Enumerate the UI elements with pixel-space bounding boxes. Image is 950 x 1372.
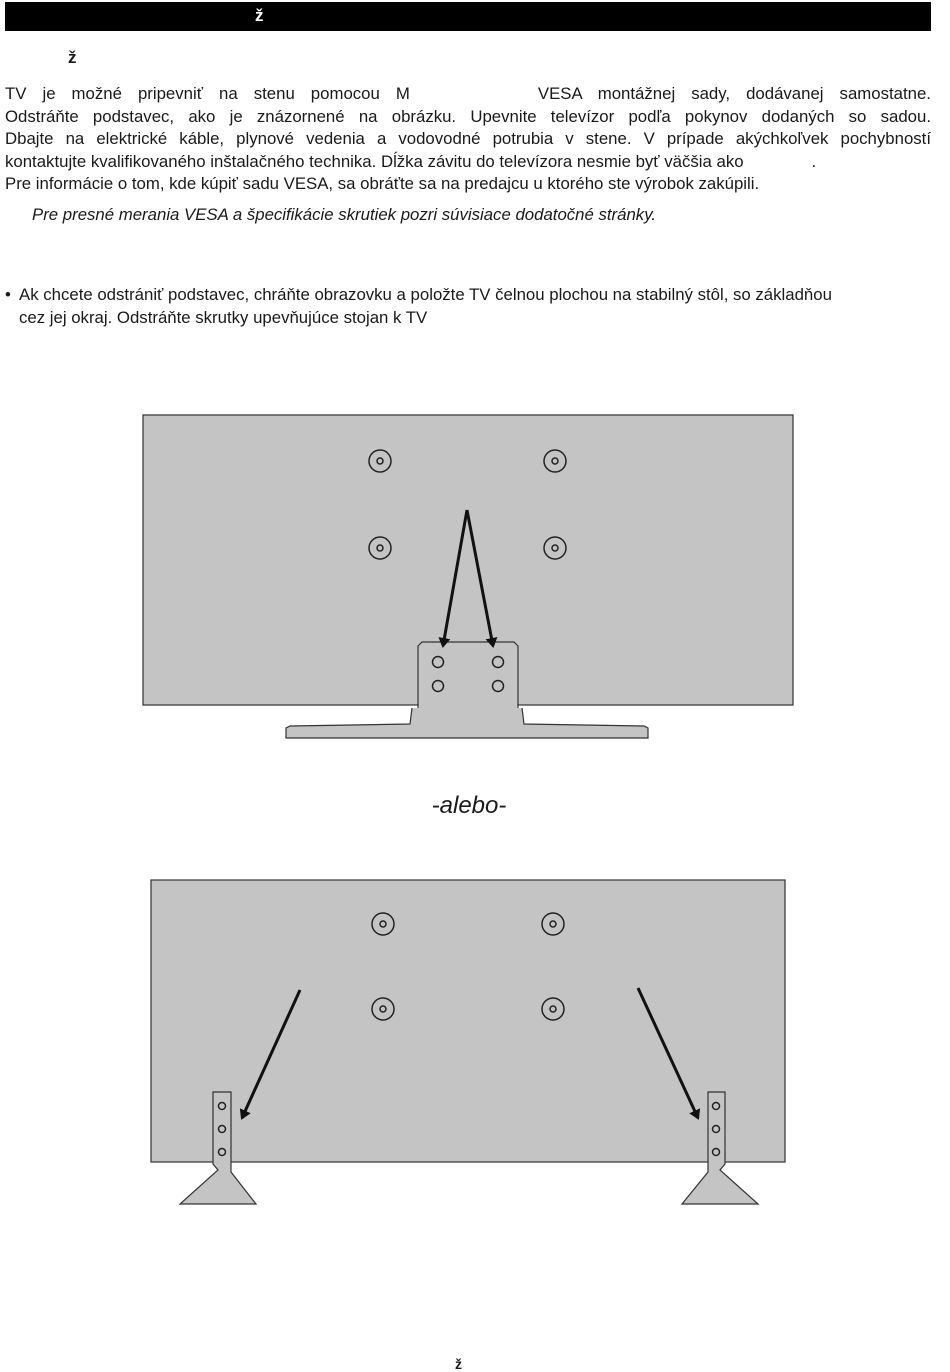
footer-char: ž: [455, 1356, 462, 1372]
pedestal-base: [286, 708, 648, 738]
intro-line-2: Odstráňte podstavec, ako je znázornené na obrázku. Upevnite televízor podľa pokynov dodaných so sadou.: [5, 106, 931, 126]
intro-line-3: Dbajte na elektrické káble, plynové vedenia a vodovodné potrubia v stene. V prípade akýchkoľvek pochybností: [5, 129, 931, 148]
intro-line-5: Pre informácie o tom, kde kúpiť sadu VESA, sa obráťte sa na predajcu u ktorého ste výrobok zakúpili.: [5, 174, 760, 193]
intro-line-4: [5, 151, 931, 174]
pedestal-neck: [418, 642, 518, 708]
intro-line-1: [5, 83, 931, 106]
or-separator: -alebo-: [431, 792, 507, 819]
instruction-line-2: cez jej okraj. Odstráňte skrutky upevňujúce stojan k TV: [19, 307, 428, 327]
vesa-note: Pre presné merania VESA a špecifikácie skrutiek pozri súvisiace dodatočné stránky.: [32, 205, 656, 224]
instruction-line-1: Ak chcete odstrániť podstavec, chráňte obrazovku a položte TV čelnou plochou na stabilný stôl, so základňou: [19, 285, 832, 304]
bullet-dot: •: [5, 285, 11, 304]
intro-paragraph: [5, 83, 931, 196]
section-title: ž: [68, 48, 77, 67]
tv-pedestal-stand-illustration: [140, 412, 800, 744]
intro-line-4-a: kontaktujte kvalifikovaného inštalačného technika. Dĺžka závitu do televízora nesmie byť väčšia ako: [5, 151, 744, 171]
header-title: ž: [255, 6, 264, 25]
intro-line-1-b: VESA montážnej sady, dodávanej samostatne.: [537, 84, 931, 103]
header-bar: [5, 2, 931, 31]
tv-feet-stand-illustration: [148, 878, 788, 1208]
tv-back-panel: [151, 880, 785, 1162]
instruction-bullet: [5, 284, 931, 329]
intro-line-1-a: TV je možné pripevniť na stenu pomocou M: [5, 84, 410, 103]
intro-line-4-b: .: [811, 151, 817, 171]
